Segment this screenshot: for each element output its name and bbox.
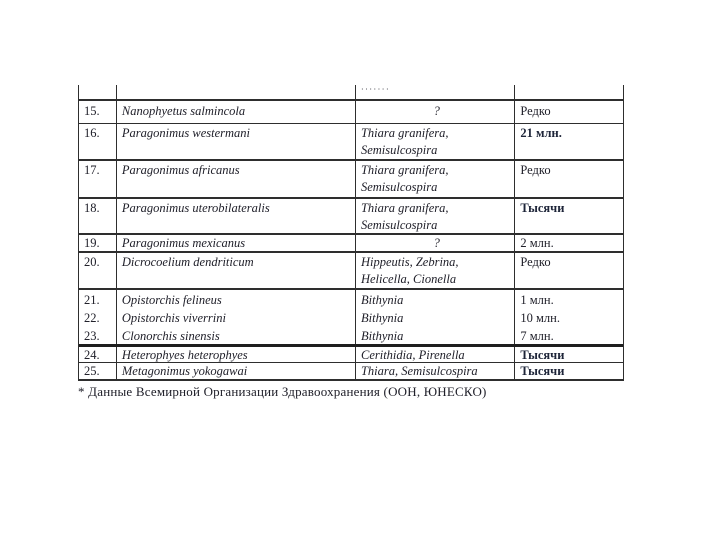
- table-row: [79, 362, 623, 379]
- infection-count-cell-text: 10 млн.: [520, 311, 560, 325]
- infection-count-cell-text: Редко: [520, 255, 551, 269]
- row-number-cell-text: 16.: [84, 126, 100, 140]
- table-row: [79, 197, 623, 233]
- infection-count-cell-text: 1 млн.: [520, 293, 554, 307]
- row-number-cell: [79, 124, 116, 159]
- infection-count-cell-text: 21 млн.: [520, 126, 562, 140]
- parasite-species-cell: [116, 199, 355, 233]
- intermediate-host-cell-text: Hippeutis, Zebrina,: [360, 255, 459, 269]
- infection-count-cell-text: 2 млн.: [520, 236, 554, 250]
- infection-count-cell-text: 7 млн.: [520, 329, 554, 343]
- intermediate-host-cell: [355, 347, 514, 362]
- infection-count-cell: [514, 347, 623, 362]
- parasite-species-cell-text: Paragonimus africanus: [121, 163, 240, 177]
- infection-count-cell: [514, 199, 623, 233]
- intermediate-host-cell-text: Semisulcospira: [360, 143, 438, 157]
- table-row-partial: [79, 85, 623, 99]
- row-number-cell: [79, 347, 116, 362]
- table-row: [79, 344, 623, 362]
- parasite-species-cell: [116, 235, 355, 251]
- parasite-species-cell-text: Paragonimus mexicanus: [121, 236, 246, 250]
- intermediate-host-cell: [355, 85, 514, 99]
- row-number-cell: [79, 199, 116, 233]
- parasite-species-cell: [116, 347, 355, 362]
- infection-count-cell: [514, 290, 623, 344]
- table-row: [79, 123, 623, 159]
- parasite-species-cell-text: Nanophyetus salmincola: [121, 104, 246, 118]
- infection-count-cell: [514, 101, 623, 123]
- infection-count-cell: [514, 85, 623, 99]
- row-number-cell: [79, 235, 116, 251]
- parasite-species-cell-text: Heterophyes heterophyes: [121, 348, 248, 362]
- row-number-cell-text: 18.: [84, 201, 100, 215]
- row-number-cell: [79, 85, 116, 99]
- intermediate-host-cell-text: Thiara granifera,: [360, 126, 449, 140]
- intermediate-host-cell-text: Thiara granifera,: [360, 163, 449, 177]
- intermediate-host-cell-text: Thiara, Semisulcospira: [360, 364, 478, 378]
- row-number-cell-text: 20.: [84, 255, 100, 269]
- parasite-species-cell: [116, 85, 355, 99]
- intermediate-host-cell-text: Helicella, Cionella: [360, 272, 457, 286]
- row-number-cell: [79, 363, 116, 379]
- infection-count-cell-text: Редко: [520, 104, 551, 118]
- parasite-host-table: [78, 85, 624, 381]
- parasite-species-cell: [116, 253, 355, 288]
- table-row: [79, 233, 623, 251]
- table-row: [79, 251, 623, 288]
- parasite-species-cell: [116, 363, 355, 379]
- intermediate-host-cell-text: Bithynia: [360, 293, 404, 307]
- footnote: * Данные Всемирной Организации Здравоохранения (ООН, ЮНЕСКО): [78, 384, 487, 399]
- parasite-species-cell-text: Opistorchis felineus: [121, 293, 222, 307]
- row-number-cell-text: 17.: [84, 163, 100, 177]
- parasite-species-cell-text: Paragonimus uterobilateralis: [121, 201, 270, 215]
- table-row: [79, 99, 623, 123]
- infection-count-cell: [514, 363, 623, 379]
- intermediate-host-cell: [355, 253, 514, 288]
- row-number-cell: [79, 290, 116, 344]
- intermediate-host-cell-text: ?: [433, 104, 440, 118]
- intermediate-host-cell-text: ·······: [360, 85, 391, 94]
- infection-count-cell-text: Редко: [520, 163, 551, 177]
- infection-count-cell: [514, 124, 623, 159]
- intermediate-host-cell-text: Semisulcospira: [360, 218, 438, 232]
- row-number-cell: [79, 161, 116, 197]
- infection-count-cell-text: Тысячи: [520, 348, 565, 362]
- parasite-species-cell-text: Opistorchis viverrini: [121, 311, 226, 325]
- parasite-species-cell-text: Paragonimus westermani: [121, 126, 251, 140]
- intermediate-host-cell-text: Bithynia: [360, 311, 404, 325]
- intermediate-host-cell: [355, 101, 514, 123]
- row-number-cell: [79, 101, 116, 123]
- row-number-cell-text: 24.: [84, 348, 100, 362]
- intermediate-host-cell: [355, 124, 514, 159]
- intermediate-host-cell-text: Thiara granifera,: [360, 201, 449, 215]
- intermediate-host-cell-text: Bithynia: [360, 329, 404, 343]
- infection-count-cell: [514, 253, 623, 288]
- parasite-species-cell-text: Metagonimus yokogawai: [121, 364, 248, 378]
- table-row: [79, 288, 623, 344]
- intermediate-host-cell-text: Semisulcospira: [360, 180, 438, 194]
- row-number-cell: [79, 253, 116, 288]
- intermediate-host-cell-text: ?: [433, 236, 440, 250]
- row-number-cell-text: 19.: [84, 236, 100, 250]
- row-number-cell-text: 25.: [84, 364, 100, 378]
- parasite-species-cell: [116, 124, 355, 159]
- parasite-species-cell-text: Clonorchis sinensis: [121, 329, 220, 343]
- intermediate-host-cell: [355, 290, 514, 344]
- row-number-cell-text: 21.: [84, 293, 100, 307]
- intermediate-host-cell: [355, 161, 514, 197]
- infection-count-cell: [514, 161, 623, 197]
- infection-count-cell-text: Тысячи: [520, 201, 565, 215]
- parasite-species-cell: [116, 290, 355, 344]
- table-row: [79, 159, 623, 197]
- intermediate-host-cell: [355, 363, 514, 379]
- intermediate-host-cell: [355, 199, 514, 233]
- infection-count-cell-text: Тысячи: [520, 364, 565, 378]
- parasite-species-cell: [116, 101, 355, 123]
- intermediate-host-cell: [355, 235, 514, 251]
- row-number-cell-text: 22.: [84, 311, 100, 325]
- infection-count-cell: [514, 235, 623, 251]
- parasite-species-cell: [116, 161, 355, 197]
- intermediate-host-cell-text: Cerithidia, Pirenella: [360, 348, 465, 362]
- row-number-cell-text: 23.: [84, 329, 100, 343]
- row-number-cell-text: 15.: [84, 104, 100, 118]
- parasite-species-cell-text: Dicrocoelium dendriticum: [121, 255, 254, 269]
